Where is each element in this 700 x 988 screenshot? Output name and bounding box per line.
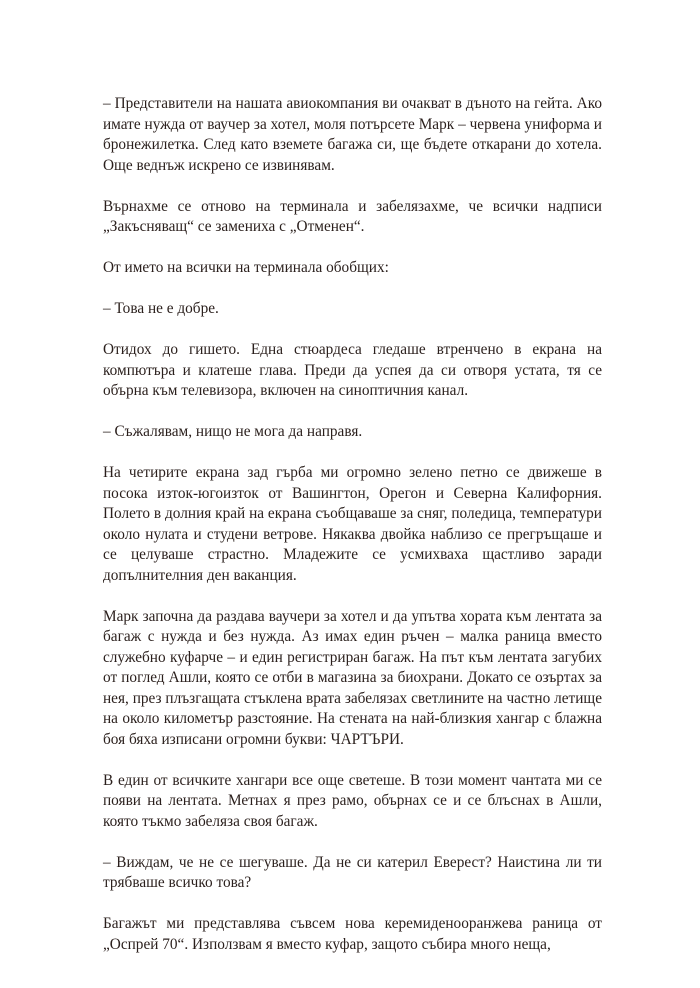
paragraph: – Виждам, че не се шегуваше. Да не си катерил Еверест? Наистина ли ти трябваше всичко това? [103, 853, 602, 891]
paragraph: Върнахме се отново на терминала и забелязахме, че всички надписи „Закъсняващ“ се замениха с „Отменен“. [103, 197, 602, 235]
paragraph: Багажът ми представлява съвсем нова керемиденооранжева раница от „Оспрей 70“. Използвам я вместо куфар, защото събира много неща, [103, 915, 602, 953]
body-text [103, 94, 602, 976]
paragraph: – Съжалявам, нищо не мога да направя. [103, 423, 363, 440]
paragraph: В един от всичките хангари все още светеше. В този момент чантата ми се появи на лентата. Метнах я през рамо, обърнах се и се блъснах в Ашли, която тъкмо забеляза своя багаж. [103, 771, 602, 830]
paragraph: Отидох до гишето. Една стюардеса гледаше втренчено в екрана на компютъра и клатеше глава. Преди да успея да си отворя устата, тя се обърна към телевизора, включен на синоптичния канал. [103, 341, 602, 399]
paragraph: – Представители на нашата авиокомпания ви очакват в дъното на гейта. Ако имате нужда от ваучер за хотел, моля потърсете Марк – червена униформа и бронежилетка. След като вземете багажа си, ще бъдете откарани до хотела. Още веднъж искрено се извинявам. [103, 95, 602, 174]
paragraph: От името на всички на терминала обобщих: [103, 259, 389, 276]
paragraph: На четирите екрана зад гърба ми огромно зелено петно се движеше в посока изток-югоизток от Вашингтон, Орегон и Северна Калифорния. Полето в долния край на екрана съобщаваше за сняг, поледица, температури около нулата и студени ветрове. Някаква двойка наблизо се прегръщаше и се целуваше страстно. Младежите се усмихваха щастливо заради допълнителния ден ваканция. [103, 464, 602, 584]
paragraph: Марк започна да раздава ваучери за хотел и да упътва хората към лентата за багаж с нужда и без нужда. Аз имах един ръчен – малка раница вместо служебно куфарче – и един регистриран багаж. На път към лентата загубих от поглед Ашли, която се отби в магазина за биохрани. Докато се озъртах за нея, през плъзгащата стъклена врата забелязах светлините на частно летище на около километър разстояние. На стената на най-близкия хангар с блажна боя бяха изписани огромни букви: ЧАРТЪРИ. [103, 607, 602, 748]
paragraph: – Това не е добре. [103, 300, 219, 317]
